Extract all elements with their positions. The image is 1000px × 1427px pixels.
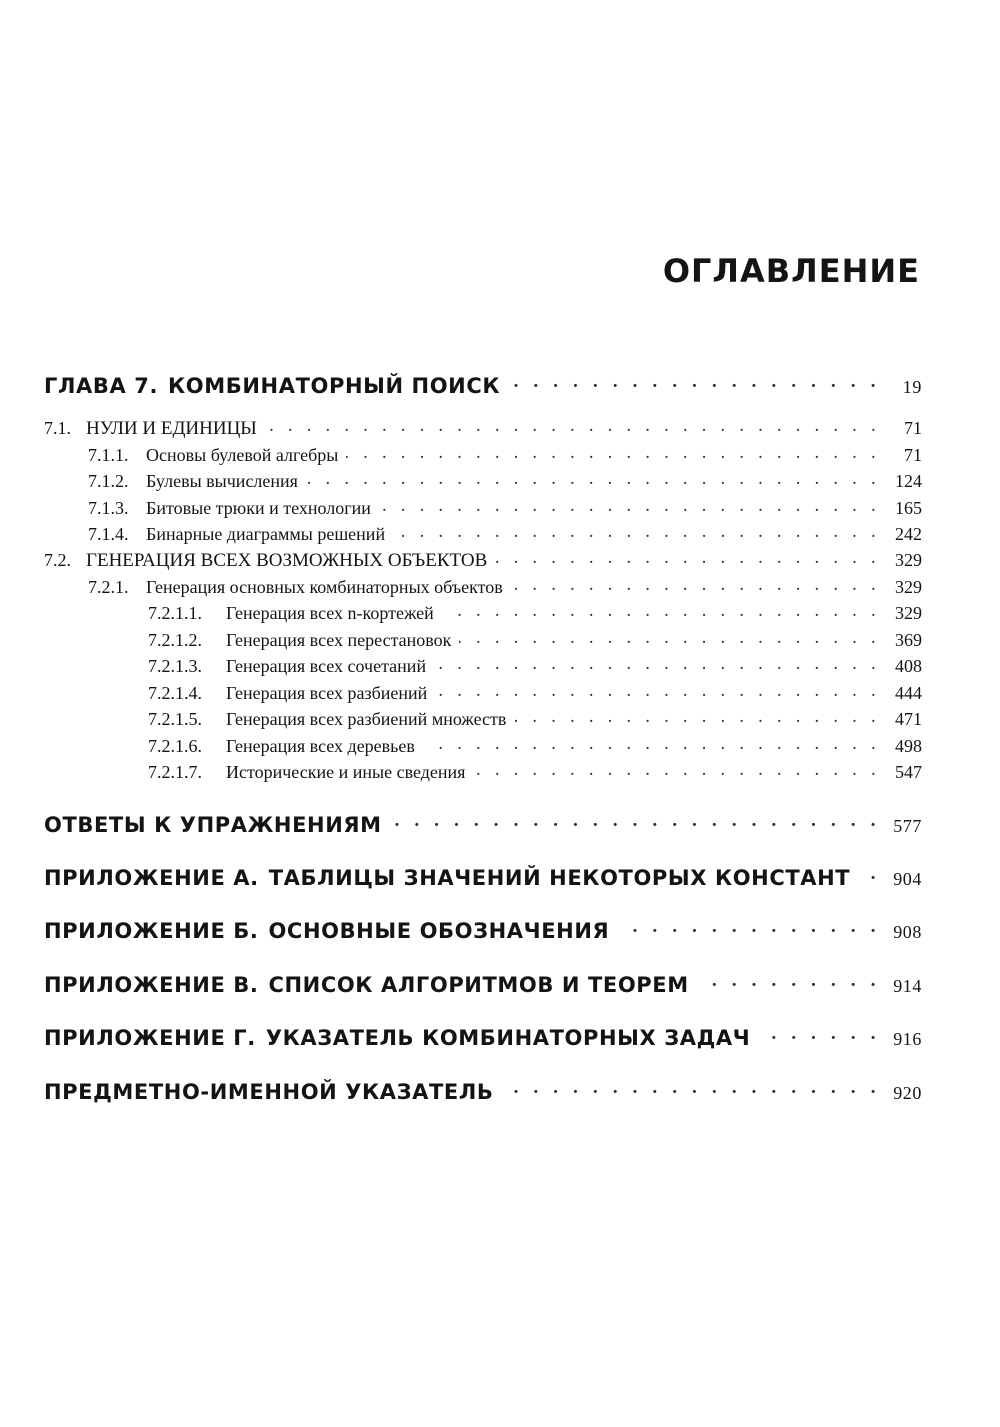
- dot-leader: [758, 1024, 880, 1045]
- toc-entry-label: ОСНОВНЫЕ ОБОЗНАЧЕНИЯ: [268, 919, 610, 943]
- toc-entry-page: 329: [895, 603, 922, 623]
- toc-entry-7-1[interactable]: [44, 416, 922, 440]
- dot-leader: [473, 760, 880, 778]
- toc-entry-number: 7.1.: [44, 418, 71, 438]
- toc-entry-label: ТАБЛИЦЫ ЗНАЧЕНИЙ НЕКОТОРЫХ КОНСТАНТ: [268, 866, 851, 890]
- dot-leader: [508, 372, 880, 393]
- toc-entry-7-2-1-1[interactable]: [148, 601, 922, 624]
- dot-leader: [379, 496, 880, 514]
- toc-entry-page: 71: [904, 445, 922, 465]
- toc-entry-7-1-3[interactable]: [88, 496, 922, 519]
- dot-leader: [390, 811, 880, 832]
- toc-entry-7-2-1-7[interactable]: [148, 760, 922, 783]
- toc-entry-page: 71: [904, 418, 922, 438]
- toc-entry-number: ПРИЛОЖЕНИЕ А.: [44, 866, 259, 890]
- toc-entry-appendix-b[interactable]: [44, 917, 922, 943]
- toc-entry-number: 7.2.: [44, 550, 71, 570]
- dot-leader: [697, 971, 880, 992]
- toc-entry-number: 7.1.1.: [88, 445, 129, 465]
- toc-entry-number: 7.2.1.1.: [148, 603, 202, 623]
- toc-entry-number: ПРИЛОЖЕНИЕ В.: [44, 973, 259, 997]
- toc-entry-number: 7.2.1.7.: [148, 762, 202, 782]
- toc-entry-page: 329: [895, 577, 922, 597]
- toc-entry-page: 547: [895, 762, 922, 782]
- toc-entry-number: 7.2.1.5.: [148, 709, 202, 729]
- toc-entry-page: 471: [895, 709, 922, 729]
- toc-entry-7-2-1-4[interactable]: [148, 681, 922, 704]
- toc-entry-7-1-4[interactable]: [88, 522, 922, 545]
- toc-entry-number: ГЛАВА 7.: [44, 374, 159, 398]
- toc-entry-number: 7.2.1.6.: [148, 736, 202, 756]
- toc-entry-7-2-1[interactable]: [88, 575, 922, 598]
- dot-leader: [617, 917, 880, 938]
- toc-entry-page: 369: [895, 630, 922, 650]
- dot-leader: [435, 681, 880, 699]
- toc-entry-chapter-7[interactable]: [44, 372, 922, 398]
- toc-entry-label: Исторические и иные сведения: [226, 762, 466, 782]
- toc-entry-label: Генерация всех деревьев: [226, 736, 415, 756]
- toc-entry-label: Основы булевой алгебры: [146, 445, 339, 465]
- toc-entry-label: Генерация всех n-кортежей: [226, 603, 434, 623]
- toc-entry-page: 165: [895, 498, 922, 518]
- dot-leader: [495, 548, 880, 566]
- toc-entry-number: 7.1.4.: [88, 524, 129, 544]
- toc-entry-7-2-1-6[interactable]: [148, 734, 922, 757]
- dot-leader: [346, 443, 880, 461]
- toc-entry-7-2[interactable]: [44, 548, 922, 572]
- toc-entry-page: 124: [895, 471, 922, 491]
- toc-entry-page: 444: [895, 683, 922, 703]
- toc-entry-label: НУЛИ И ЕДИНИЦЫ: [86, 418, 257, 439]
- toc-entry-7-1-2[interactable]: [88, 469, 922, 492]
- dot-leader: [265, 416, 880, 434]
- toc-entry-7-2-1-3[interactable]: [148, 654, 922, 677]
- toc-entry-page: 329: [895, 550, 922, 570]
- toc-entry-label: Бинарные диаграммы решений: [146, 524, 386, 544]
- toc-entry-page: 916: [893, 1029, 922, 1049]
- toc-entry-appendix-v[interactable]: [44, 971, 922, 997]
- toc-entry-page: 904: [893, 869, 922, 889]
- dot-leader: [514, 707, 880, 725]
- toc-entry-label: ПРЕДМЕТНО-ИМЕННОЙ УКАЗАТЕЛЬ: [44, 1080, 494, 1104]
- toc-entry-appendix-g[interactable]: [44, 1024, 922, 1050]
- dot-leader: [434, 654, 880, 672]
- dot-leader: [502, 1078, 880, 1099]
- page-title: ОГЛАВЛЕНИЕ: [662, 252, 920, 290]
- toc-entry-number: 7.2.1.: [88, 577, 129, 597]
- toc-entry-page: 908: [893, 922, 922, 942]
- toc-entry-label: ГЕНЕРАЦИЯ ВСЕХ ВОЗМОЖНЫХ ОБЪЕКТОВ: [86, 550, 488, 571]
- toc-entry-label: КОМБИНАТОРНЫЙ ПОИСК: [168, 374, 501, 398]
- toc-entry-7-1-1[interactable]: [88, 443, 922, 466]
- toc-entry-page: 242: [895, 524, 922, 544]
- toc-entry-index[interactable]: [44, 1078, 922, 1104]
- toc-entry-7-2-1-5[interactable]: [148, 707, 922, 730]
- dot-leader: [393, 522, 880, 540]
- toc-entry-page: 408: [895, 656, 922, 676]
- toc-entry-number: ПРИЛОЖЕНИЕ Г.: [44, 1026, 256, 1050]
- toc-entry-page: 498: [895, 736, 922, 756]
- toc-entry-page: 914: [893, 976, 922, 996]
- toc-entry-number: 7.2.1.3.: [148, 656, 202, 676]
- toc-entry-answers[interactable]: [44, 811, 922, 837]
- toc-entry-page: 920: [893, 1083, 922, 1103]
- dot-leader: [442, 601, 880, 619]
- toc-entry-label: Генерация всех разбиений: [226, 683, 428, 703]
- toc-entry-appendix-a[interactable]: [44, 864, 922, 890]
- toc-entry-number: 7.1.2.: [88, 471, 129, 491]
- toc-entry-label: Булевы вычисления: [146, 471, 298, 491]
- toc-entry-number: ПРИЛОЖЕНИЕ Б.: [44, 919, 259, 943]
- toc-entry-number: 7.2.1.4.: [148, 683, 202, 703]
- toc-entry-number: 7.1.3.: [88, 498, 129, 518]
- dot-leader: [511, 575, 880, 593]
- toc-entry-label: Генерация всех разбиений множеств: [226, 709, 507, 729]
- toc-entry-7-2-1-2[interactable]: [148, 628, 922, 651]
- toc-entry-label: СПИСОК АЛГОРИТМОВ И ТЕОРЕМ: [268, 973, 689, 997]
- toc-entry-label: Генерация всех сочетаний: [226, 656, 427, 676]
- dot-leader: [459, 628, 880, 646]
- toc-entry-page: 577: [893, 816, 922, 836]
- toc-entry-label: Битовые трюки и технологии: [146, 498, 371, 518]
- dot-leader: [423, 734, 880, 752]
- toc-entry-label: Генерация основных комбинаторных объектов: [146, 577, 503, 597]
- toc-entry-page: 19: [902, 377, 922, 397]
- toc-entry-label: ОТВЕТЫ К УПРАЖНЕНИЯМ: [44, 813, 382, 837]
- toc-entry-number: 7.2.1.2.: [148, 630, 202, 650]
- toc-entry-label: УКАЗАТЕЛЬ КОМБИНАТОРНЫХ ЗАДАЧ: [265, 1026, 751, 1050]
- dot-leader: [306, 469, 880, 487]
- dot-leader: [858, 864, 880, 885]
- toc-entry-label: Генерация всех перестановок: [226, 630, 452, 650]
